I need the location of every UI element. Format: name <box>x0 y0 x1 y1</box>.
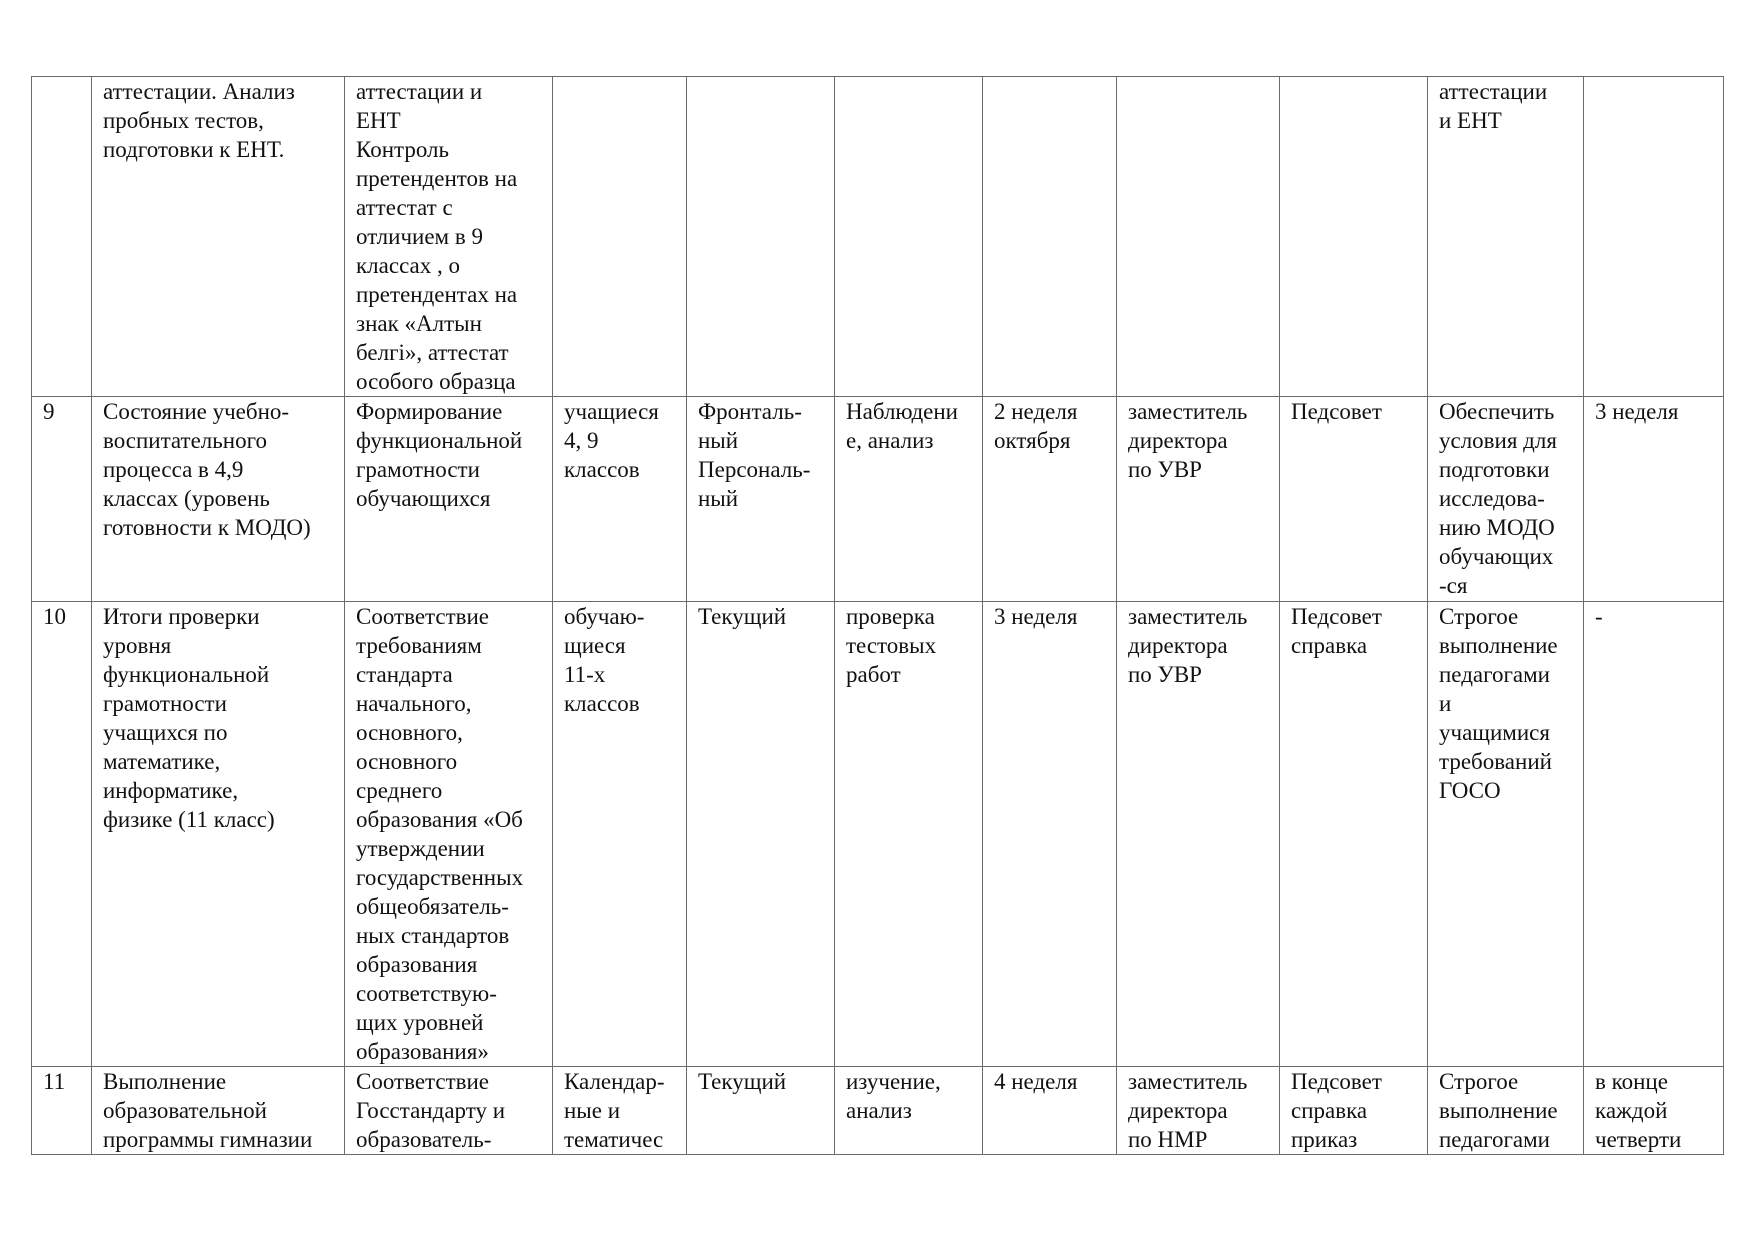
cell-type <box>687 77 835 397</box>
cell-goal: Соответствие требованиям стандарта начального, основного, основного среднего образования «Об утверждении государственных общеобязатель- ных стандартов образования соответствую- щих уровней образования» <box>345 602 553 1067</box>
cell-num <box>32 77 92 397</box>
cell-object: обучаю- щиеся 11-х классов <box>553 602 687 1067</box>
cell-method <box>835 77 983 397</box>
control-plan-table <box>31 76 1724 1155</box>
cell-responsible: заместитель директора по УВР <box>1117 397 1280 602</box>
cell-type: Текущий <box>687 1067 835 1155</box>
cell-date: 4 неделя <box>983 1067 1117 1155</box>
cell-method: изучение, анализ <box>835 1067 983 1155</box>
cell-topic: Итоги проверки уровня функциональной грамотности учащихся по математике, информатике, физике (11 класс) <box>92 602 345 1067</box>
cell-where: Педсовет <box>1280 397 1428 602</box>
cell-responsible: заместитель директора по УВР <box>1117 602 1280 1067</box>
cell-decision: Обеспечить условия для подготовки исследова- нию МОДО обучающих -ся <box>1428 397 1584 602</box>
cell-num: 10 <box>32 602 92 1067</box>
cell-num: 9 <box>32 397 92 602</box>
cell-goal: аттестации и ЕНТ Контроль претендентов на аттестат с отличием в 9 классах , о претендентах на знак «Алтын белгі», аттестат особого образца <box>345 77 553 397</box>
cell-decision: Строгое выполнение педагогами <box>1428 1067 1584 1155</box>
cell-type: Текущий <box>687 602 835 1067</box>
cell-method: Наблюдени е, анализ <box>835 397 983 602</box>
cell-date: 2 неделя октября <box>983 397 1117 602</box>
cell-where: Педсовет справка приказ <box>1280 1067 1428 1155</box>
cell-num: 11 <box>32 1067 92 1155</box>
table-row <box>32 77 1724 397</box>
table-row <box>32 1067 1724 1155</box>
cell-recheck: 3 неделя <box>1584 397 1724 602</box>
cell-goal: Соответствие Госстандарту и образователь- <box>345 1067 553 1155</box>
cell-date: 3 неделя <box>983 602 1117 1067</box>
cell-topic: аттестации. Анализ пробных тестов, подготовки к ЕНТ. <box>92 77 345 397</box>
cell-responsible: заместитель директора по НМР <box>1117 1067 1280 1155</box>
cell-method: проверка тестовых работ <box>835 602 983 1067</box>
cell-decision: аттестации и ЕНТ <box>1428 77 1584 397</box>
cell-where <box>1280 77 1428 397</box>
table-row <box>32 397 1724 602</box>
cell-decision: Строгое выполнение педагогами и учащимися требований ГОСО <box>1428 602 1584 1067</box>
cell-type: Фронталь- ный Персональ- ный <box>687 397 835 602</box>
cell-object: учащиеся 4, 9 классов <box>553 397 687 602</box>
cell-recheck <box>1584 77 1724 397</box>
cell-goal: Формирование функциональной грамотности обучающихся <box>345 397 553 602</box>
cell-object <box>553 77 687 397</box>
cell-recheck: - <box>1584 602 1724 1067</box>
cell-responsible <box>1117 77 1280 397</box>
cell-recheck: в конце каждой четверти <box>1584 1067 1724 1155</box>
cell-date <box>983 77 1117 397</box>
table-row <box>32 602 1724 1067</box>
cell-topic: Состояние учебно- воспитательного процесса в 4,9 классах (уровень готовности к МОДО) <box>92 397 345 602</box>
cell-object: Календар- ные и тематичес <box>553 1067 687 1155</box>
cell-topic: Выполнение образовательной программы гимназии <box>92 1067 345 1155</box>
cell-where: Педсовет справка <box>1280 602 1428 1067</box>
